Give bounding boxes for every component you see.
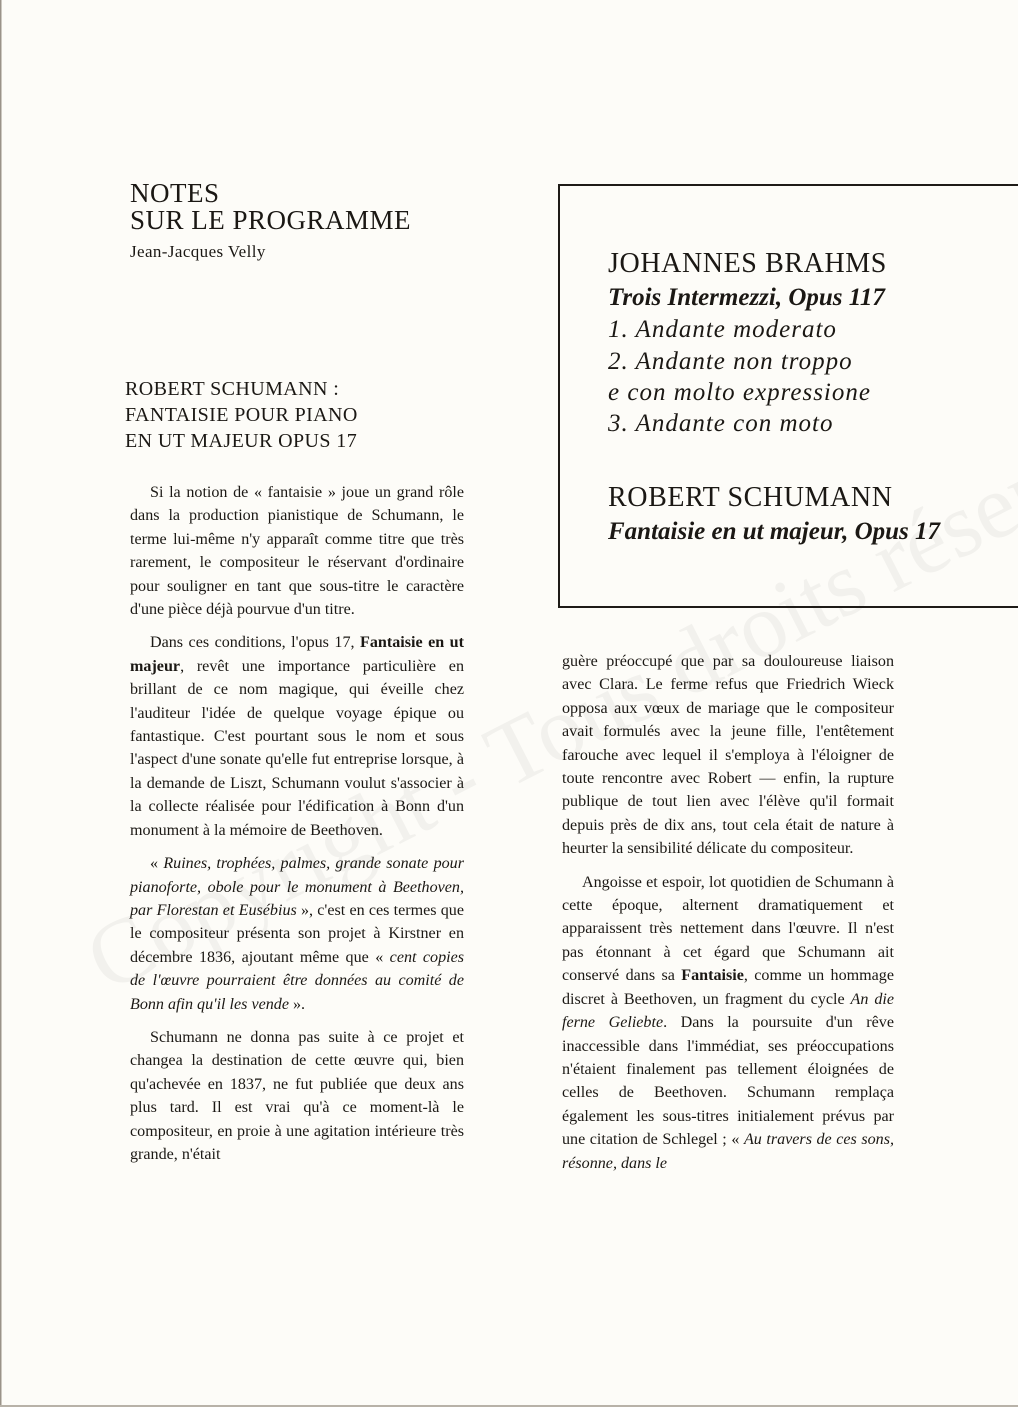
page-title: NOTES SUR LE PROGRAMME	[130, 178, 412, 235]
section-heading: ROBERT SCHUMANN : FANTAISIE POUR PIANO EN UT MAJEUR OPUS 17	[125, 378, 358, 452]
program-composer-brahms: JOHANNES BRAHMS	[608, 248, 887, 279]
program-work-fantaisie: Fantaisie en ut majeur, Opus 17	[608, 518, 941, 545]
left-text-column	[130, 481, 464, 1176]
program-movement: e con molto expressione	[608, 379, 871, 406]
program-movement: 3. Andante con moto	[608, 410, 834, 437]
program-movement: 2. Andante non troppo	[608, 348, 853, 375]
program-movement: 1. Andante moderato	[608, 316, 837, 343]
paragraph: Si la notion de « fantaisie » joue un grand rôle dans la production pianistique de Schumann, le terme lui-même n'y apparaît comme titre que très rarement, le compositeur le réservant d'ordinaire pour souligner en tant que sous-titre le caractère d'une pièce déjà pourvue d'un titre.	[130, 484, 464, 619]
program-box	[558, 184, 1018, 608]
program-work-intermezzi: Trois Intermezzi, Opus 117	[608, 284, 885, 311]
paragraph: Dans ces conditions, l'opus 17, Fantaisie en ut majeur, revêt une importance particulière en brillant de ce nom magique, qui éveille chez l'auditeur l'idée de quelque voyage épique ou fantastique. C'est pourtant sous le nom et sous l'aspect d'une sonate qu'elle fut entreprise lorsque, à la demande de Liszt, Schumann voulut s'associer à la collecte réalisée pour l'édification à Bonn d'un monument à la mémoire de Beethoven.	[130, 634, 464, 839]
page-header	[130, 180, 411, 262]
paragraph: guère préoccupé que par sa douloureuse liaison avec Clara. Le ferme refus que Friedrich Wieck opposa aux vœux de mariage que le compositeur avait formulés avec la jeune fille, l'entêtement farouche avec lequel il s'employa à l'éloigner de toute rencontre avec Robert — enfin, la rupture publique de tout lien avec l'élève qu'il formait depuis près de dix ans, tout cela était de nature à heurter la sensibilité délicate du compositeur.	[562, 653, 894, 858]
paragraph: Angoisse et espoir, lot quotidien de Schumann à cette époque, alternent dramatiquement et apparaissent très nettement dans l'œuvre. Il n'est pas étonnant à cet égard que Schumann ait conservé dans sa Fantaisie, comme un hommage discret à Beethoven, un fragment du cycle An die ferne Geliebte. Dans la poursuite d'un rêve inaccessible dans l'immédiat, ses préoccupations n'étaient finalement pas tellement éloignées de celles de Beethoven. Schumann remplaça également les sous-titres initialement prévus par une citation de Schlegel ; « Au travers de ces sons, résonne, dans le	[562, 873, 895, 1172]
paragraph: Schumann ne donna pas suite à ce projet et changea la destination de cette œuvre qui, bien qu'achevée en 1837, ne fut publiée que deux ans plus tard. Il est vrai qu'à ce moment-là le compositeur, en proie à une agitation intérieure très grande, n'était	[130, 1028, 464, 1163]
program-composer-schumann: ROBERT SCHUMANN	[608, 482, 893, 513]
paragraph: « Ruines, trophées, palmes, grande sonate pour pianoforte, obole pour le monument à Beethoven, par Florestan et Eusébius », c'est en ces termes que le compositeur présenta son projet à Kirstner en décembre 1836, ajoutant même que « cent copies de l'œuvre pourraient être données au comité de Bonn afin qu'il les vende ».	[130, 855, 465, 1013]
author-name: Jean-Jacques Velly	[130, 242, 266, 261]
right-text-column	[562, 650, 894, 1185]
